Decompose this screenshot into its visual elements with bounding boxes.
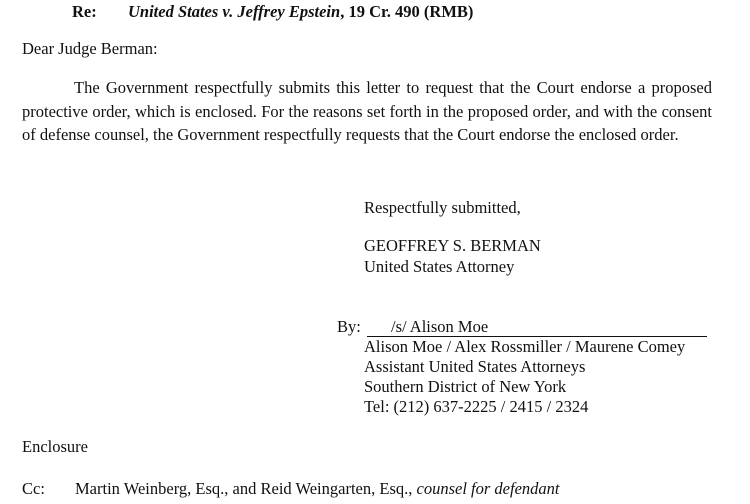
- attorney-phone: Tel: (212) 637-2225 / 2415 / 2324: [364, 397, 589, 416]
- attorney-titles: Assistant United States Attorneys: [364, 357, 586, 376]
- enclosure-note: Enclosure: [22, 437, 88, 456]
- case-number: , 19 Cr. 490 (RMB): [340, 2, 474, 21]
- cc-recipients: [75, 479, 559, 499]
- signer-title: United States Attorney: [364, 257, 515, 276]
- case-name: United States v. Jeffrey Epstein: [128, 2, 341, 21]
- cc-recipient-role: counsel for defendant: [416, 479, 560, 498]
- closing: Respectfully submitted,: [364, 198, 521, 217]
- signature-line: [367, 317, 707, 337]
- re-label: Re:: [72, 2, 97, 21]
- attorney-office: Southern District of New York: [364, 377, 567, 396]
- re-line: [72, 2, 473, 22]
- cc-label: Cc:: [22, 479, 45, 498]
- attorney-names: Alison Moe / Alex Rossmiller / Maurene Comey: [364, 337, 686, 356]
- signer-name: GEOFFREY S. BERMAN: [364, 236, 541, 255]
- salutation: Dear Judge Berman:: [22, 39, 158, 58]
- cc-recipient-names: Martin Weinberg, Esq., and Reid Weingarten, Esq.,: [75, 479, 417, 498]
- signature: /s/ Alison Moe: [391, 317, 489, 336]
- body-paragraph: The Government respectfully submits this letter to request that the Court endorse a proposed protective order, which is enclosed. For the reasons set forth in the proposed order, and with the consent of defense counsel, the Government respectfully requests that the Court endorse the enclosed order.: [22, 78, 712, 144]
- by-label: By:: [337, 317, 361, 336]
